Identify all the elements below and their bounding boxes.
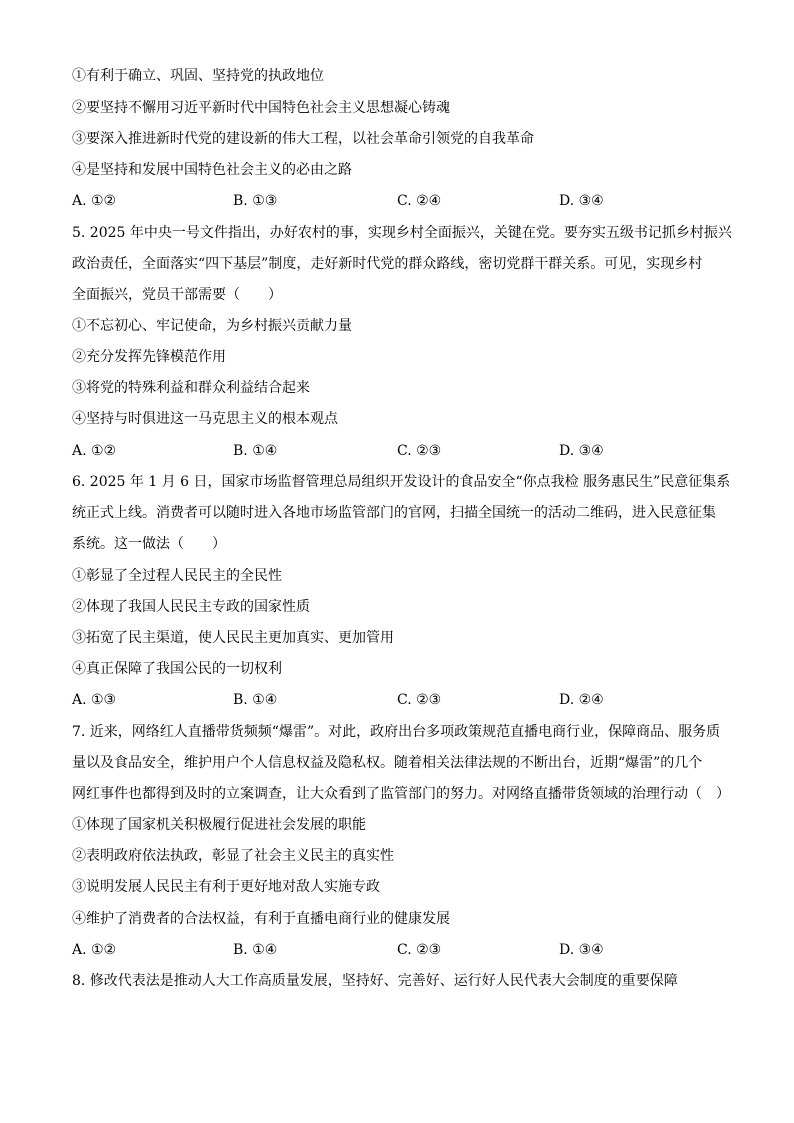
q7-option-c: C. ②③: [397, 942, 442, 958]
q7-item-2: ②表明政府依法执政，彰显了社会主义民主的真实性: [72, 848, 394, 864]
q6-item-3: ③拓宽了民主渠道，使人民民主更加真实、更加管用: [72, 630, 394, 646]
q6-option-b: B. ①④: [233, 692, 278, 708]
q5-stem-line-2: 政治责任，全面落实“四下基层”制度，走好新时代党的群众路线，密切党群干群关系。可见，实现乡村: [72, 256, 703, 272]
q7-stem-line-2: 量以及食品安全，维护用户个人信息权益及隐私权。随着相关法律法规的不断出台，近期“爆雷”的几个: [72, 755, 703, 771]
q7-option-d: D. ③④: [559, 942, 604, 958]
q4-option-d: D. ③④: [559, 193, 604, 209]
q5-item-4: ④坚持与时俱进这一马克思主义的根本观点: [72, 411, 338, 427]
q4-item-1: ①有利于确立、巩固、坚持党的执政地位: [72, 68, 324, 84]
q6-option-c: C. ②③: [397, 692, 442, 708]
q7-stem-line-1: 7. 近来，网络红人直播带货频频“爆雷”。对此，政府出台多项政策规范直播电商行业，保障商品、服务质: [72, 724, 721, 740]
q4-option-b: B. ①③: [233, 193, 278, 209]
q6-option-a: A. ①③: [72, 692, 117, 708]
q7-stem-line-3: 网红事件也都得到及时的立案调查，让大众看到了监管部门的努力。对网络直播带货领域的治理行动（ ）: [72, 786, 730, 802]
q6-stem-line-3: 系统。这一做法（ ）: [72, 536, 226, 552]
q4-item-4: ④是坚持和发展中国特色社会主义的必由之路: [72, 162, 352, 178]
q5-stem-line-3: 全面振兴，党员干部需要（ ）: [72, 287, 282, 303]
q5-item-2: ②充分发挥先锋模范作用: [72, 349, 226, 365]
q6-stem-line-2: 统正式上线。消费者可以随时进入各地市场监管部门的官网，扫描全国统一的活动二维码，进入民意征集: [72, 505, 716, 521]
q5-option-c: C. ②③: [397, 443, 442, 459]
q5-option-d: D. ③④: [559, 443, 604, 459]
q4-option-a: A. ①②: [72, 193, 117, 209]
q6-stem-line-1: 6. 2025 年 1 月 6 日，国家市场监督管理总局组织开发设计的食品安全“你点我检 服务惠民生”民意征集系: [72, 474, 731, 490]
q7-option-b: B. ①④: [233, 942, 278, 958]
q6-item-2: ②体现了我国人民民主专政的国家性质: [72, 599, 310, 615]
q7-item-1: ①体现了国家机关积极履行促进社会发展的职能: [72, 817, 366, 833]
q6-option-d: D. ②④: [559, 692, 604, 708]
q4-option-c: C. ②④: [397, 193, 442, 209]
q5-item-3: ③将党的特殊利益和群众利益结合起来: [72, 380, 310, 396]
q8-stem-line-1: 8. 修改代表法是推动人大工作高质量发展，坚持好、完善好、运行好人民代表大会制度的重要保障: [72, 973, 678, 989]
q7-item-3: ③说明发展人民民主有利于更好地对敌人实施专政: [72, 879, 380, 895]
q5-option-b: B. ①④: [233, 443, 278, 459]
q7-item-4: ④维护了消费者的合法权益，有利于直播电商行业的健康发展: [72, 911, 450, 927]
q5-item-1: ①不忘初心、牢记使命，为乡村振兴贡献力量: [72, 318, 352, 334]
q6-item-4: ④真正保障了我国公民的一切权利: [72, 661, 282, 677]
q4-item-2: ②要坚持不懈用习近平新时代中国特色社会主义思想凝心铸魂: [72, 100, 450, 116]
q6-item-1: ①彰显了全过程人民民主的全民性: [72, 568, 282, 584]
q4-item-3: ③要深入推进新时代党的建设新的伟大工程，以社会革命引领党的自我革命: [72, 131, 534, 147]
q5-option-a: A. ①②: [72, 443, 117, 459]
q7-option-a: A. ①②: [72, 942, 117, 958]
q5-stem-line-1: 5. 2025 年中央一号文件指出，办好农村的事，实现乡村全面振兴，关键在党。要夯实五级书记抓乡村振兴: [72, 225, 732, 241]
